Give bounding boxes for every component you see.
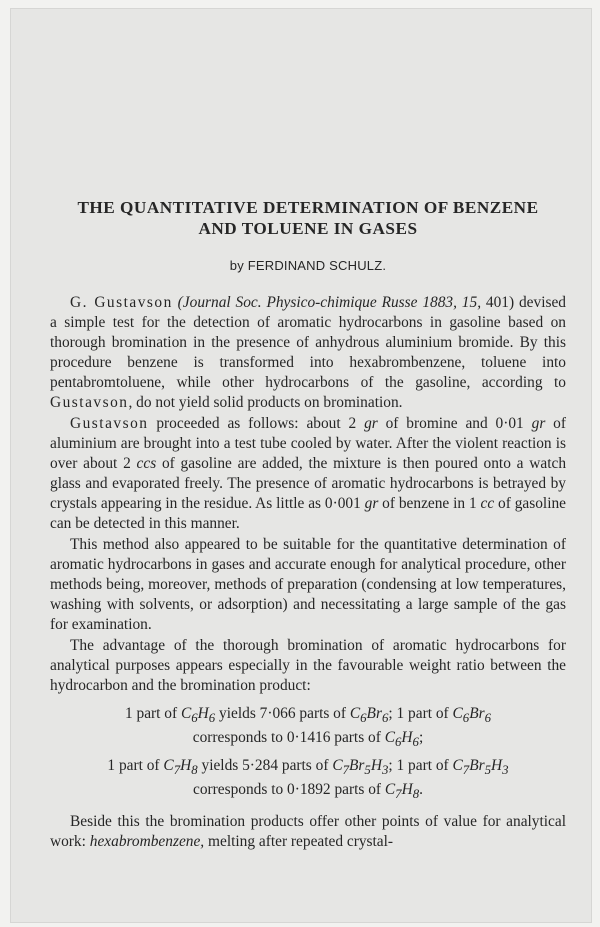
article <box>50 197 566 852</box>
paragraph-1: G. Gustavson (Journal Soc. Physico-chimique Russe 1883, 15, 401) devised a simple test for the detection of aromatic hydrocarbons in gasoline based on thorough bromination in the presence of anhydrous aluminium bromide. By this procedure benzene is transformed into hexabrombenzene, toluene into pentabromtoluene, while other hydrocarbons of the gasoline, according to Gustavson, do not yield solid products on bromination. <box>50 294 566 411</box>
formula-toluene: 1 part of $C_7H_8$ yields 5·284 parts of $C_7Br_5H_3$; 1 part of $C_7Br_5H_3$ corresponds to 0·1892 parts of $C_7H_8$. <box>107 757 509 802</box>
paragraph-2: Gustavson proceeded as follows: about 2 gr of bromine and 0·01 gr of aluminium are brought into a test tube cooled by water. After the violent reaction is over about 2 ccs of gasoline are added, the mixture is then poured onto a watch glass and evaporated freely. The presence of aromatic hydrocarbons is betrayed by crystals appearing in the residue. As little as 0·001 gr of benzene in 1 cc of gasoline can be detected in this manner. <box>50 415 567 532</box>
paragraph-3: This method also appeared to be suitable for the quantitative determination of aromatic hydrocarbons in gases and accurate enough for analytical procedure, other methods being, moreover, methods of preparation (condensing at low temperatures, washing with solvents, or adsorption) and necessitating a large sample of the gas for examination. <box>50 536 566 633</box>
paragraph-4: The advantage of the thorough bromination of aromatic hydrocarbons for analytical purposes appears especially in the favourable weight ratio between the hydrocarbon and the bromination product: <box>50 637 566 694</box>
title-line-1: THE QUANTITATIVE DETERMINATION OF BENZENE <box>77 198 539 217</box>
paragraph-5: Beside this the bromination products offer other points of value for analytical work: hexabrombenzene, melting after repeated crystal- <box>50 813 566 851</box>
page <box>10 8 592 923</box>
formula-benzene: 1 part of $C_6H_6$ yields 7·066 parts of $C_6Br_6$; 1 part of $C_6Br_6$ corresponds to 0·1416 parts of $C_6H_6$; <box>124 705 492 750</box>
article-title <box>50 197 566 239</box>
title-line-2: AND TOLUENE IN GASES <box>198 219 418 238</box>
author-byline: by FERDINAND SCHULZ. <box>229 258 387 273</box>
